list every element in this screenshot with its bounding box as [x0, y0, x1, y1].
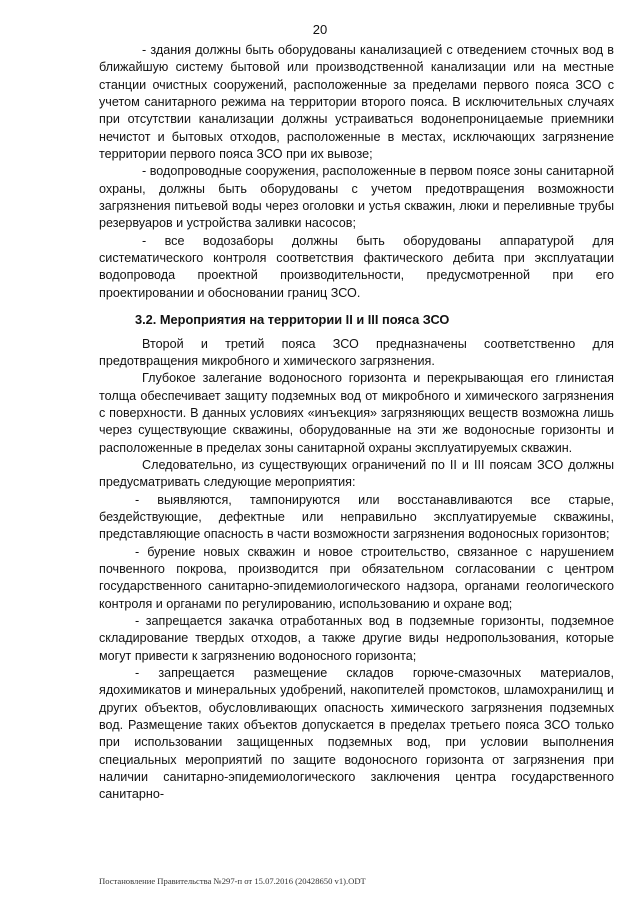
- paragraph: Следовательно, из существующих ограничений по II и III поясам ЗСО должны предусматривать следующие мероприятия:: [99, 457, 614, 490]
- paragraph: Глубокое залегание водоносного горизонта и перекрывающая его глинистая толща обеспечивает защиту подземных вод от микробного и химического загрязнения с поверхности. В данных условиях «инъекция» загрязняющих веществ возможна лишь через существующие скважины, оборудованные на эти же водоносные горизонты и расположенные в пределах зоны санитарной охраны эксплуатируемых скважин.: [99, 371, 614, 455]
- page-number: 20: [312, 22, 328, 37]
- list-item: - запрещается закачка отработанных вод в подземные горизонты, подземное складирование твердых отходов, а также другие виды недропользования, которые могут привести к загрязнению водоносного горизонта;: [99, 614, 614, 663]
- list-item: - выявляются, тампонируются или восстанавливаются все старые, бездействующие, дефектные или неправильно эксплуатируемые скважины, представляющие опасность в части возможности загрязнения водоносных горизонтов;: [99, 492, 614, 542]
- document-footer: Постановление Правительства №297-п от 15.07.2016 (20428650 v1).ODT: [99, 876, 366, 886]
- paragraph: - водопроводные сооружения, расположенные в первом поясе зоны санитарной охраны, должны быть оборудованы с учетом предотвращения возможности загрязнения питьевой воды через оголовки и устья скважин, люки и переливные трубы резервуаров и устройства заливки насосов;: [99, 164, 614, 231]
- list-item: - запрещается размещение складов горюче-смазочных материалов, ядохимикатов и минеральных удобрений, накопителей промстоков, шламохранилищ и других объектов, обусловливающих опасность химического загрязнения подземных вод. Размещение таких объектов допускается в пределах третьего пояса ЗСО только при использовании защищенных подземных вод, при условии выполнения специальных мероприятий по защите водоносного горизонта от загрязнения при наличии санитарно-эпидемиологического заключения центра государственного санитарно-: [99, 666, 614, 802]
- paragraph: - все водозаборы должны быть оборудованы аппаратурой для систематического контроля соответствия фактического дебита при эксплуатации водопровода проектной производительности, предусмотренной при его проектировании и обосновании границ ЗСО.: [99, 233, 614, 300]
- paragraph: Второй и третий пояса ЗСО предназначены соответственно для предотвращения микробного и химического загрязнения.: [99, 336, 614, 368]
- list-item: - бурение новых скважин и новое строительство, связанное с нарушением почвенного покрова, производится при обязательном согласовании с центром государственного санитарно-эпидемиологического надзора, органами геологического контроля и органами по регулированию, использованию и охране вод;: [99, 544, 614, 611]
- document-body: [99, 42, 614, 804]
- section-heading: 3.2. Мероприятия на территории II и III пояса ЗСО: [135, 312, 450, 328]
- paragraph: - здания должны быть оборудованы канализацией с отведением сточных вод в ближайшую систему бытовой или производственной канализации или на местные станции очистных сооружений, расположенные за пределами первого пояса ЗСО с учетом санитарного режима на территории второго пояса. В исключительных случаях при отсутствии канализации должны устраиваться водонепроницаемые приемники нечистот и бытовых отходов, расположенные в местах, исключающих загрязнение территории первого пояса ЗСО при их вывозе;: [99, 43, 614, 162]
